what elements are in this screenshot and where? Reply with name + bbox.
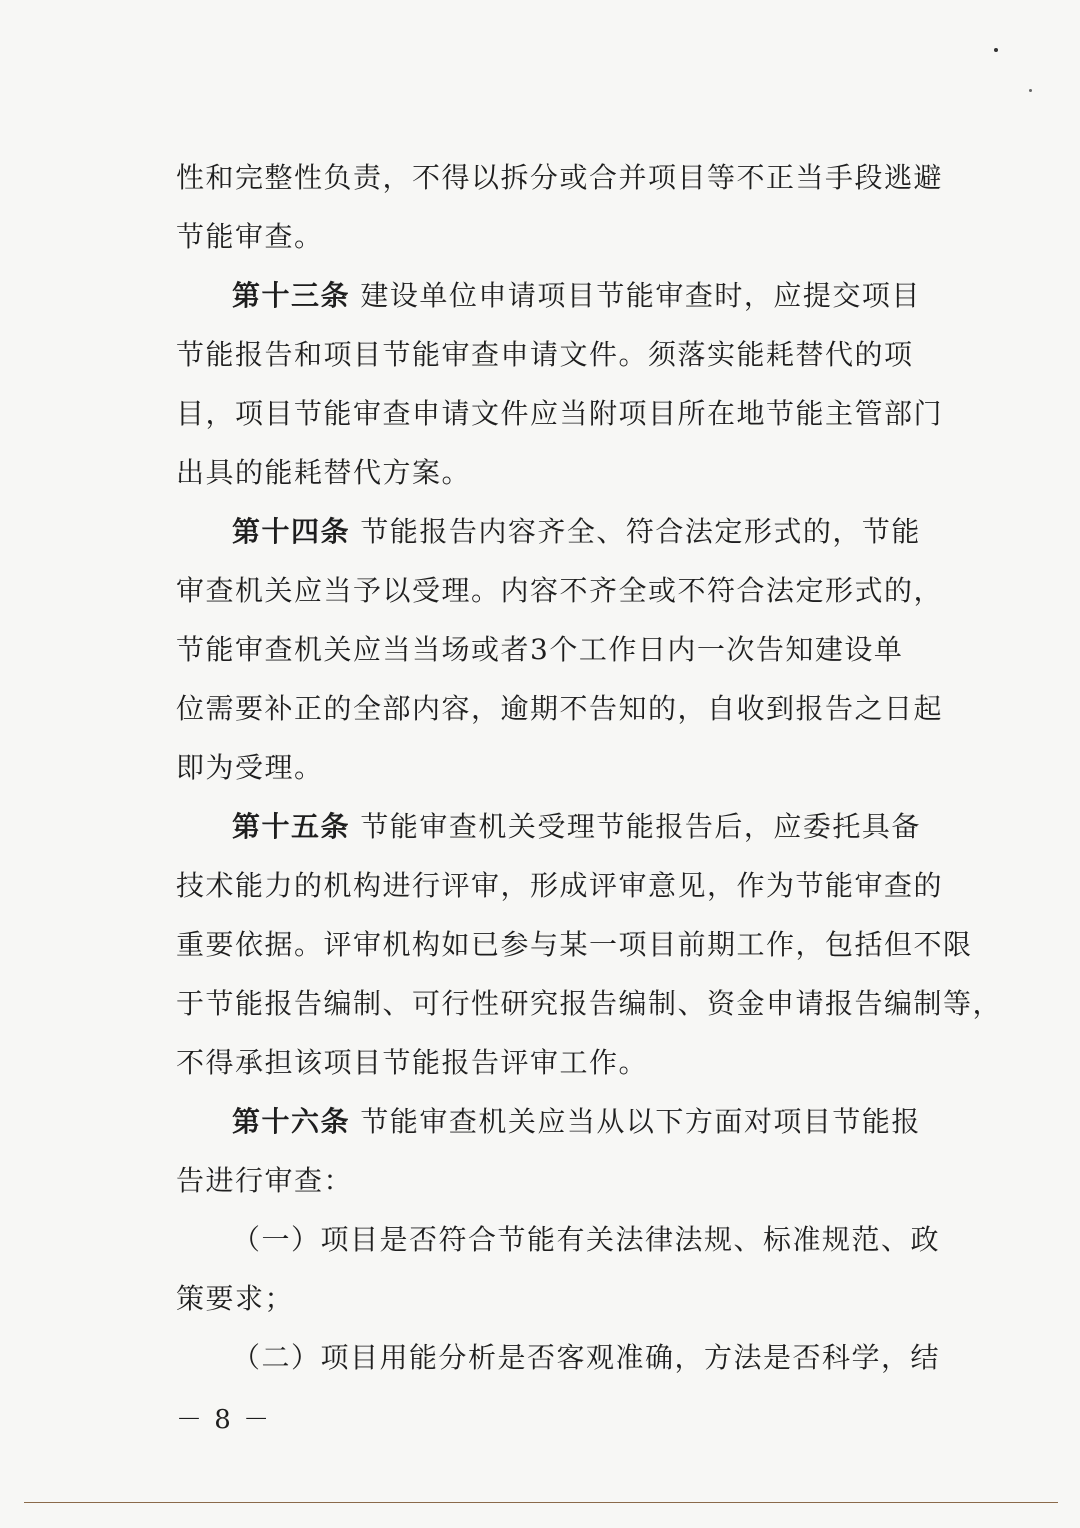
text-line: 技术能力的机构进行评审，形成评审意见，作为节能审查的 [176,869,944,902]
text-line: 出具的能耗替代方案。 [176,456,472,489]
text-line: 节能报告和项目节能审查申请文件。须落实能耗替代的项 [176,338,914,371]
text-line: 不得承担该项目节能报告评审工作。 [176,1046,649,1079]
text-line: 即为受理。 [176,751,324,784]
list-item: （一）项目是否符合节能有关法律法规、标准规范、政 [232,1223,941,1256]
article-14: 第十四条 节能报告内容齐全、符合法定形式的，节能 [232,515,921,548]
text-line: 告进行审查： [176,1164,354,1197]
article-heading: 第十五条 [232,810,351,843]
article-heading: 第十四条 [232,515,351,548]
article-heading: 第十三条 [232,279,351,312]
text-line: 重要依据。评审机构如已参与某一项目前期工作，包括但不限 [176,928,973,961]
text-line: 位需要补正的全部内容，逾期不告知的，自收到报告之日起 [176,692,944,725]
text-line: 性和完整性负责，不得以拆分或合并项目等不正当手段逃避 [176,161,944,194]
article-13: 第十三条 建设单位申请项目节能审查时，应提交项目 [232,279,921,312]
text-line: 于节能报告编制、可行性研究报告编制、资金申请报告编制等， [176,987,1003,1020]
text-line: 审查机关应当予以受理。内容不齐全或不符合法定形式的， [176,574,944,607]
scan-speck [994,48,998,52]
text-line: 节能审查。 [176,220,324,253]
list-item: （二）项目用能分析是否客观准确，方法是否科学，结 [232,1341,941,1374]
text-line: 目，项目节能审查申请文件应当附项目所在地节能主管部门 [176,397,944,430]
article-heading: 第十六条 [232,1105,351,1138]
article-15: 第十五条 节能审查机关受理节能报告后，应委托具备 [232,810,921,843]
text-line: 节能审查机关应当当场或者3个工作日内一次告知建设单 [176,633,904,666]
text-line: 策要求； [176,1282,295,1315]
scan-speck [1029,89,1032,92]
page-number: － 8 － [176,1405,272,1435]
article-16: 第十六条 节能审查机关应当从以下方面对项目节能报 [232,1105,921,1138]
bottom-rule [24,1502,1058,1503]
